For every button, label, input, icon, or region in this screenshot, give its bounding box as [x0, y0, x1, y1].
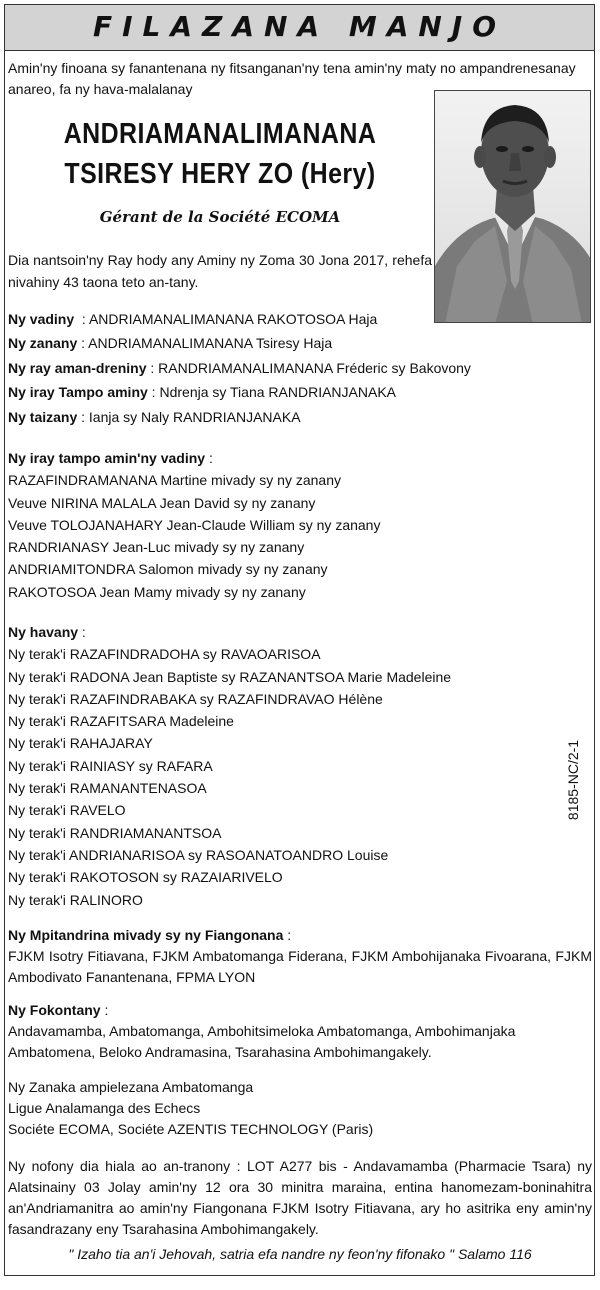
relatives-section [8, 621, 592, 911]
list-item: Ny terak'i RADONA Jean Baptiste sy RAZANANTSOA Marie Madeleine [8, 668, 452, 685]
list-item: RANDRIANASY Jean-Luc mivady sy ny zanany [8, 539, 305, 556]
family-value: ANDRIAMANALIMANANA Tsiresy Haja [88, 335, 333, 352]
family-label: Ny iray Tampo aminy [8, 384, 148, 401]
fokontany-label: Ny Fokontany [8, 1002, 101, 1018]
section-separator: : [283, 927, 292, 943]
family-row [8, 357, 592, 379]
death-notice: Dia nantsoin'ny Ray hody any Aminy ny Zoma 30 Jona 2017, rehefa nivahiny 43 taona teto an-tany. [8, 252, 432, 290]
family-value: ANDRIAMANALIMANANA RAKOTOSOA Haja [88, 311, 378, 327]
relatives-label: Ny havany [8, 624, 79, 640]
section-heading [8, 621, 592, 643]
fokontany-section [8, 999, 592, 1063]
family-label: Ny zanany [8, 335, 78, 352]
family-separator: : [147, 384, 160, 401]
list-item: Ny terak'i RALINORO [8, 891, 143, 908]
family-label: Ny ray aman-dreniny [8, 359, 147, 376]
intro-text: Amin'ny finoana sy fanantenana ny fitsanganan'ny tena amin'ny maty no ampandrenesanay anareo, fa ny hava-malalanay [8, 60, 576, 97]
list-item: Ny terak'i RAZAFITSARA Madeleine [8, 713, 234, 730]
others-section [8, 1077, 592, 1140]
family-section [8, 308, 592, 428]
section-separator: : [205, 450, 213, 466]
fokontany-line: Andavamamba, Ambatomanga, Ambohitsimeloka Ambatomanga, Ambohimanjaka [8, 1023, 516, 1040]
deceased-name [39, 114, 400, 194]
list-item: Ny terak'i RAKOTOSON sy RAZAIARIVELO [8, 869, 283, 886]
deceased-role: Gérant de la Société ECOMA [99, 208, 341, 226]
section-heading [8, 447, 592, 469]
section-heading [8, 924, 592, 946]
list-item: Ny terak'i RAHAJARAY [8, 735, 153, 752]
family-separator: : [77, 335, 89, 352]
family-separator: : [77, 408, 89, 425]
family-separator: : [74, 311, 89, 327]
list-item: Ny Zanaka ampielezana Ambatomanga [8, 1079, 254, 1095]
portrait-icon [435, 91, 591, 323]
list-item: Ligue Analamanga des Echecs [8, 1100, 201, 1116]
family-value: RANDRIAMANALIMANANA Fréderic sy Bakovony [158, 359, 471, 376]
family-row [8, 308, 592, 330]
section-heading [8, 999, 592, 1021]
pastors-section [8, 924, 592, 988]
list-item: ANDRIAMITONDRA Salomon mivady sy ny zanany [8, 561, 328, 578]
family-label: Ny vadiny [8, 311, 75, 327]
siblings-in-law-label: Ny iray tampo amin'ny vadiny [8, 450, 206, 466]
section-separator: : [78, 624, 86, 640]
list-item: Ny terak'i ANDRIANARISOA sy RASOANATOANDRO Louise [8, 846, 389, 863]
list-item: Veuve NIRINA MALALA Jean David sy ny zanany [8, 494, 316, 511]
list-item: Ny terak'i RAMANANTENASOA [8, 780, 207, 797]
list-item: Ny terak'i RAVELO [8, 802, 126, 819]
list-item: RAZAFINDRAMANANA Martine mivady sy ny zanany [8, 472, 341, 489]
bible-quote: " Izaho tia an'i Jehovah, satria efa nandre ny feon'ny fifonako " Salamo 116 [68, 1246, 532, 1262]
notice-title: FILAZANA MANJO [92, 10, 507, 44]
reference-code: 8185-NC/2-1 [564, 739, 581, 821]
portrait-photo [434, 90, 591, 323]
list-item: RAKOTOSOA Jean Mamy mivady sy ny zanany [8, 583, 306, 600]
family-separator: : [146, 359, 159, 376]
fokontany-line: Ambatomena, Beloko Andramasina, Tsarahasina Ambohimangakely. [8, 1044, 432, 1061]
family-row [8, 381, 592, 403]
family-value: Ndrenja sy Tiana RANDRIANJANAKA [159, 384, 396, 401]
family-value: Ianja sy Naly RANDRIANJANAKA [88, 408, 301, 425]
family-row [8, 406, 592, 428]
list-item: Ny terak'i RANDRIAMANANTSOA [8, 824, 222, 841]
list-item: Veuve TOLOJANAHARY Jean-Claude William sy ny zanany [8, 516, 381, 533]
family-label: Ny taizany [8, 408, 78, 425]
list-item: Sociéte ECOMA, Sociéte AZENTIS TECHNOLOGY (Paris) [8, 1121, 374, 1137]
deceased-name-line2: TSIRESY HERY ZO (Hery) [64, 158, 376, 190]
pastors-label: Ny Mpitandrina mivady sy ny Fiangonana [8, 927, 284, 943]
list-item: Ny terak'i RAZAFINDRADOHA sy RAVAOARISOA [8, 646, 321, 663]
notice-header [5, 5, 594, 51]
pastors-text: FJKM Isotry Fitiavana, FJKM Ambatomanga Fiderana, FJKM Ambohijanaka Fivoarana, FJKM Ambodivato Fanantenana, FPMA LYON [8, 948, 592, 986]
family-row [8, 332, 592, 354]
deceased-name-line1: ANDRIAMANALIMANANA [63, 118, 377, 150]
siblings-in-law-section [8, 447, 592, 603]
funeral-details: Ny nofony dia hiala ao an-tranony : LOT A277 bis - Andavamamba (Pharmacie Tsara) ny Alatsinainy 03 Jolay amin'ny 12 ora 30 minitra maraina, entina hanomezam-boninahitra an'Andriamanitra ao amin'ny Fiangonana FJKM Isotry Fitiavana, ary ho asitrika eny amin'ny fasandrazany eny Tsarahasina Ambohimangakely. [8, 1158, 592, 1237]
list-item: Ny terak'i RAZAFINDRABAKA sy RAZAFINDRAVAO Hélène [8, 690, 383, 707]
section-separator: : [100, 1002, 109, 1018]
list-item: Ny terak'i RAINIASY sy RAFARA [8, 757, 213, 774]
